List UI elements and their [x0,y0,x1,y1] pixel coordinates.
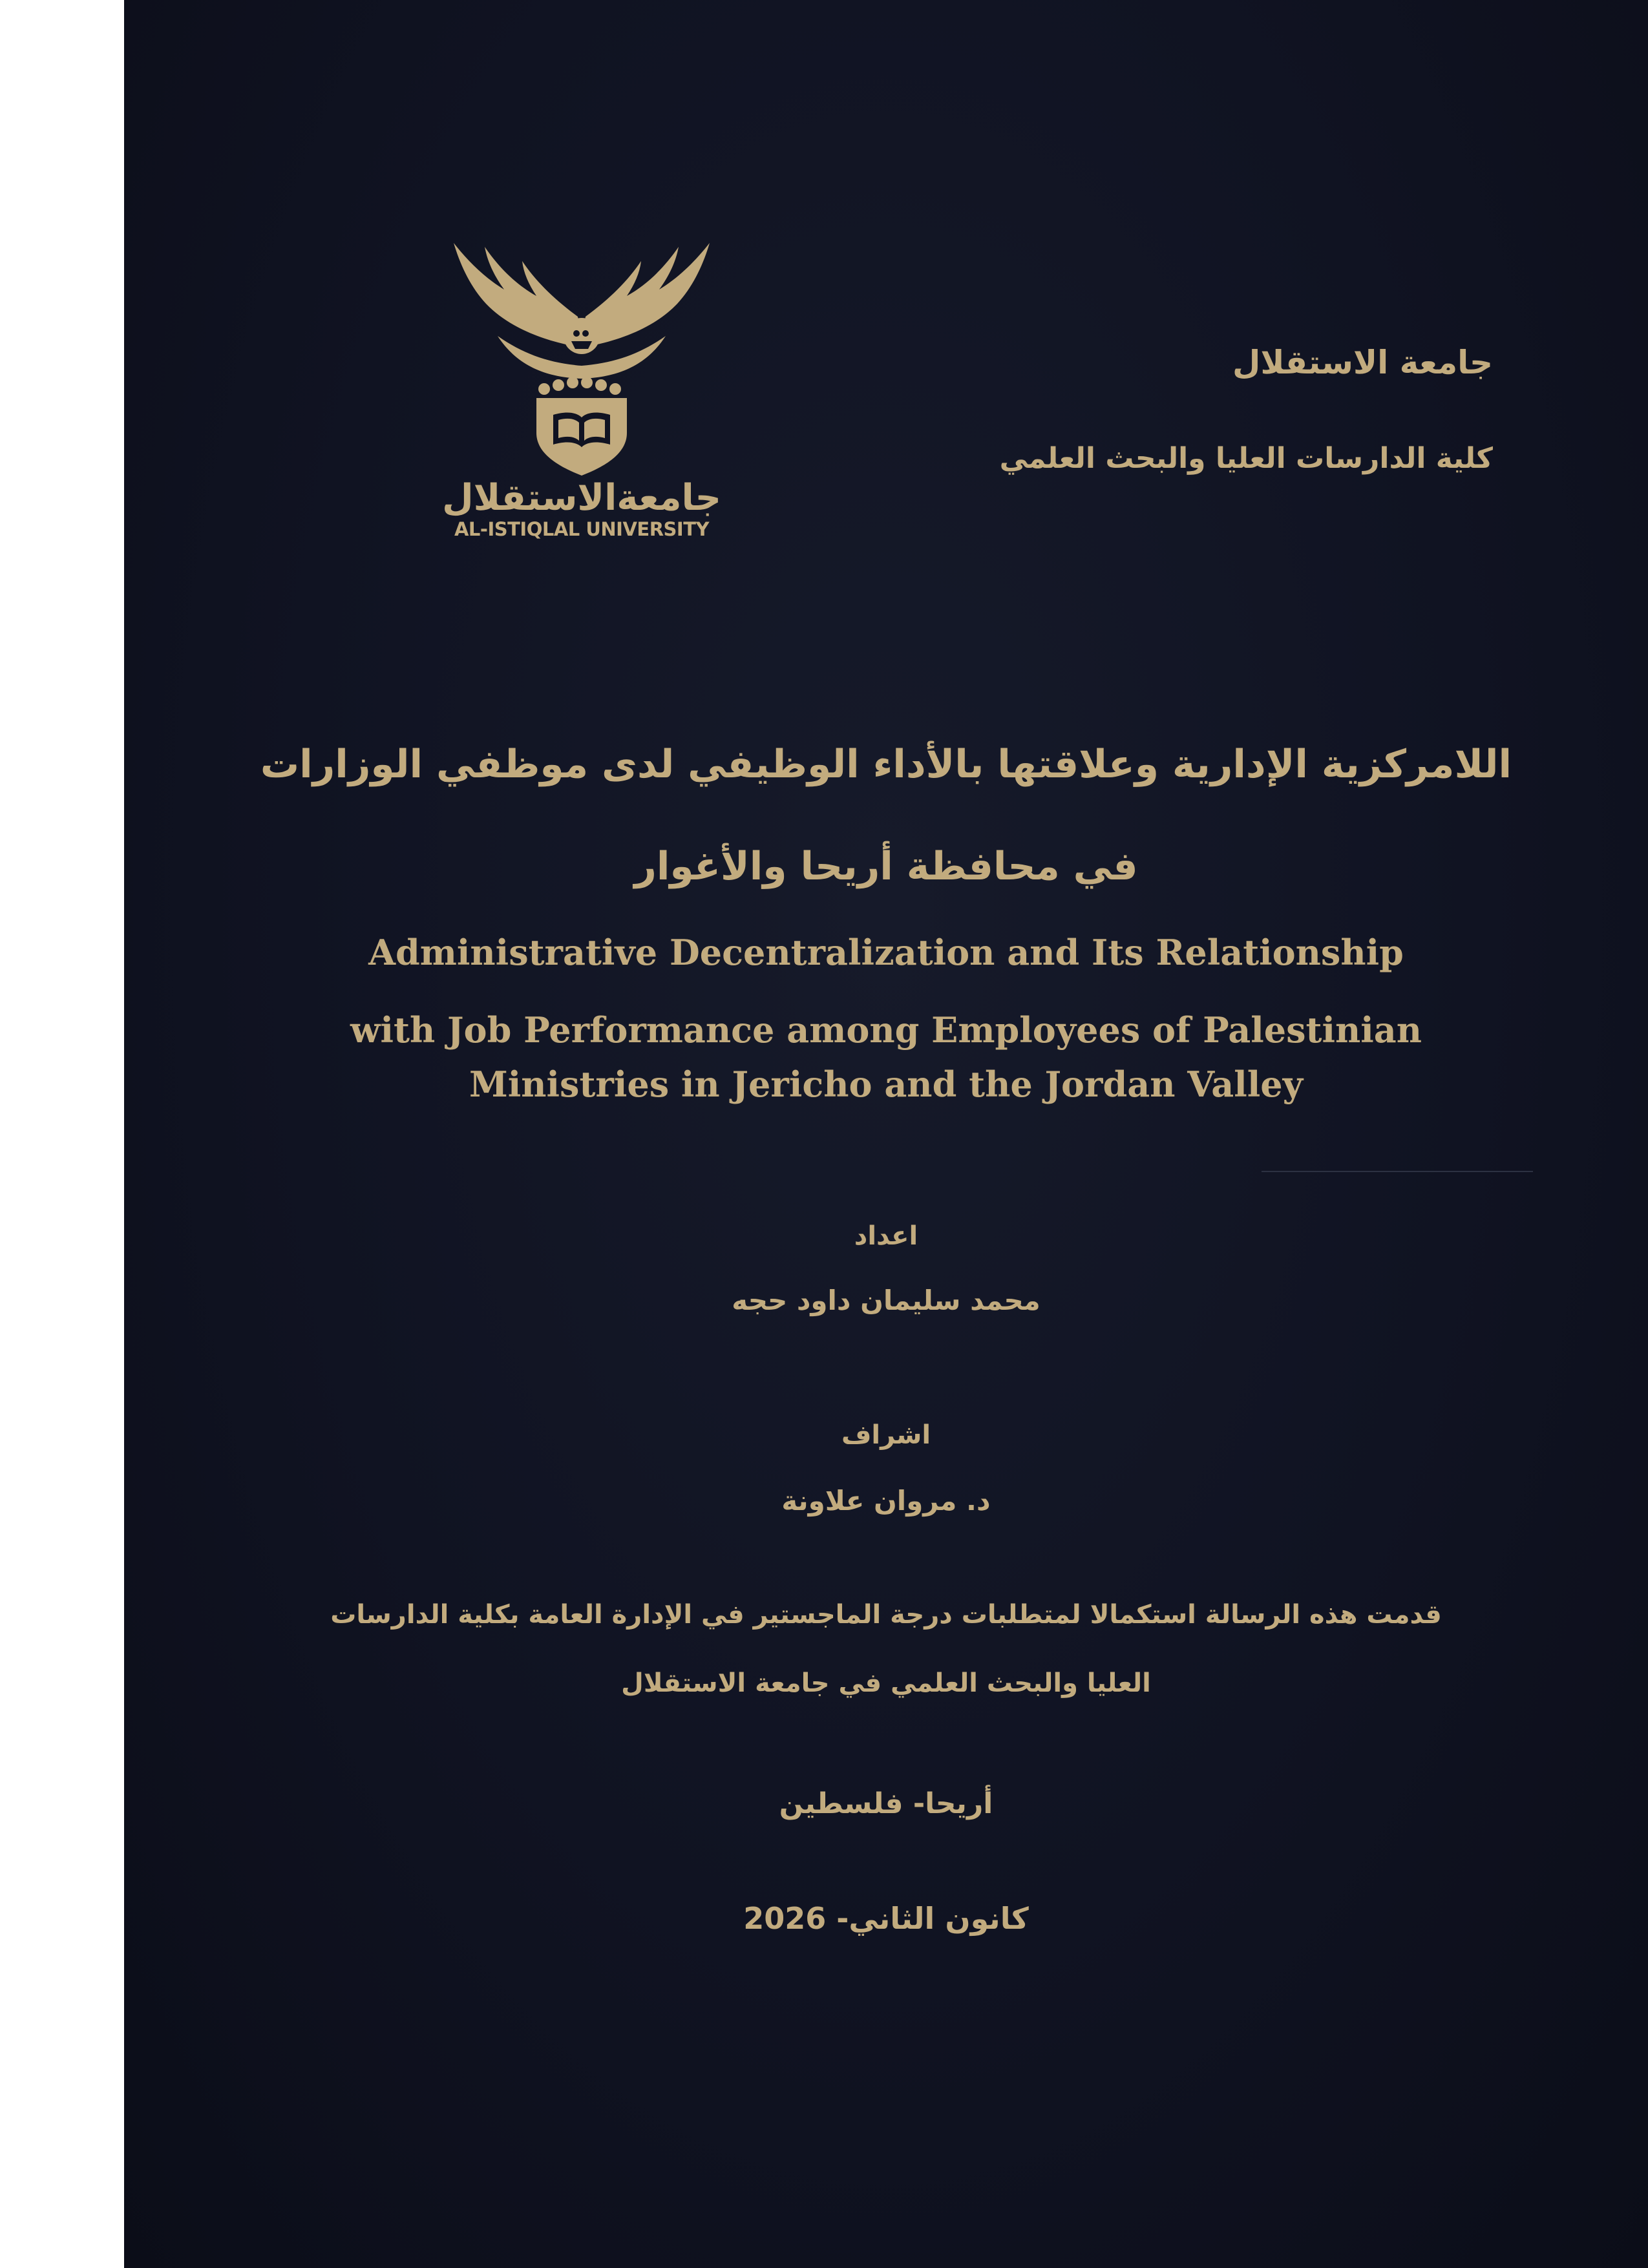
supervisor-label: اشراف [841,1420,931,1450]
submission-statement-line2: العليا والبحث العلمي في جامعة الاستقلال [621,1668,1151,1698]
title-english-line2: with Job Performance among Employees of Palestinian [350,1009,1422,1051]
logo-text-english: AL-ISTIQLAL UNIVERSITY [454,518,709,540]
submission-date: كانون الثاني- 2026 [743,1901,1029,1936]
submission-statement-line1: قدمت هذه الرسالة استكمالا لمتطلبات درجة الماجستير في الإدارة العامة بكلية الدارسات [330,1600,1442,1630]
university-name-arabic: جامعة الاستقلال [1232,344,1493,381]
faculty-name-arabic: كلية الدارسات العليا والبحث العلمي [999,442,1493,475]
eagle-emblem-icon [439,239,724,478]
university-logo [439,239,724,549]
place: أريحا- فلسطين [779,1787,993,1820]
title-arabic-line2: في محافظة أريحا والأغوار [634,844,1138,889]
author-label: اعداد [854,1221,918,1251]
divider-line [1262,1171,1533,1172]
thesis-cover [124,0,1648,2268]
title-arabic-line1: اللامركزية الإدارية وعلاقتها بالأداء الوظيفي لدى موظفي الوزارات [260,742,1512,787]
title-english-line3: Ministries in Jericho and the Jordan Valley [469,1064,1303,1105]
logo-text-arabic: جامعةالاستقلال [442,477,721,519]
title-english-line1: Administrative Decentralization and Its Relationship [368,932,1404,973]
supervisor-name: د. مروان علاونة [781,1485,991,1517]
author-name: محمد سليمان داود حجه [732,1285,1041,1316]
